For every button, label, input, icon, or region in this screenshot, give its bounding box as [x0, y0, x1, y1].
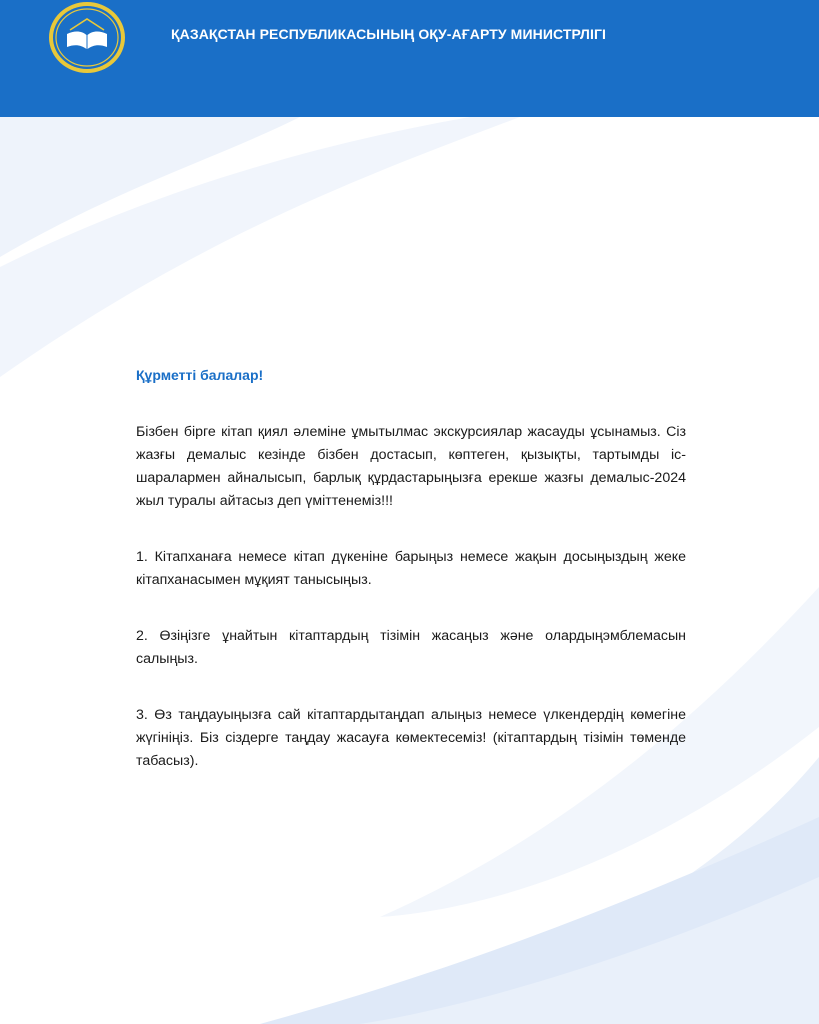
header-banner	[0, 0, 819, 117]
book-emblem-icon	[48, 1, 126, 74]
ministry-title: ҚАЗАҚСТАН РЕСПУБЛИКАСЫНЫҢ ОҚУ-АҒАРТУ МИНИСТРЛІГІ	[171, 26, 606, 42]
list-item-1: 1. Кітапханаға немесе кітап дүкеніне барыңыз немесе жақын досыңыздың жеке кітапханасымен мұқият танысыңыз.	[136, 549, 686, 588]
greeting: Құрметті балалар!	[136, 367, 264, 383]
letter-body	[136, 364, 686, 773]
list-item-2: 2. Өзіңізге ұнайтын кітаптардың тізімін жасаңыз және олардыңэмблемасын салыңыз.	[136, 628, 686, 667]
list-item-3: 3. Өз таңдауыңызға сай кітаптардытаңдап алыңыз немесе үлкендердің көмегіне жүгініңіз. Біз сіздерге таңдау жасауға көмектесеміз! (кітаптардың тізімін төменде табасыз).	[136, 707, 686, 769]
intro-paragraph: Бізбен бірге кітап қиял әлеміне ұмытылмас экскурсиялар жасауды ұсынамыз. Сіз жазғы демалыс кезінде бізбен достасып, көптеген, қызықты, тартымды іс-шаралармен айналысып, барлық құрдастарыңызға ерекше жазғы демалыс-2024 жыл туралы айтасыз деп үміттенеміз!!!	[136, 424, 686, 509]
